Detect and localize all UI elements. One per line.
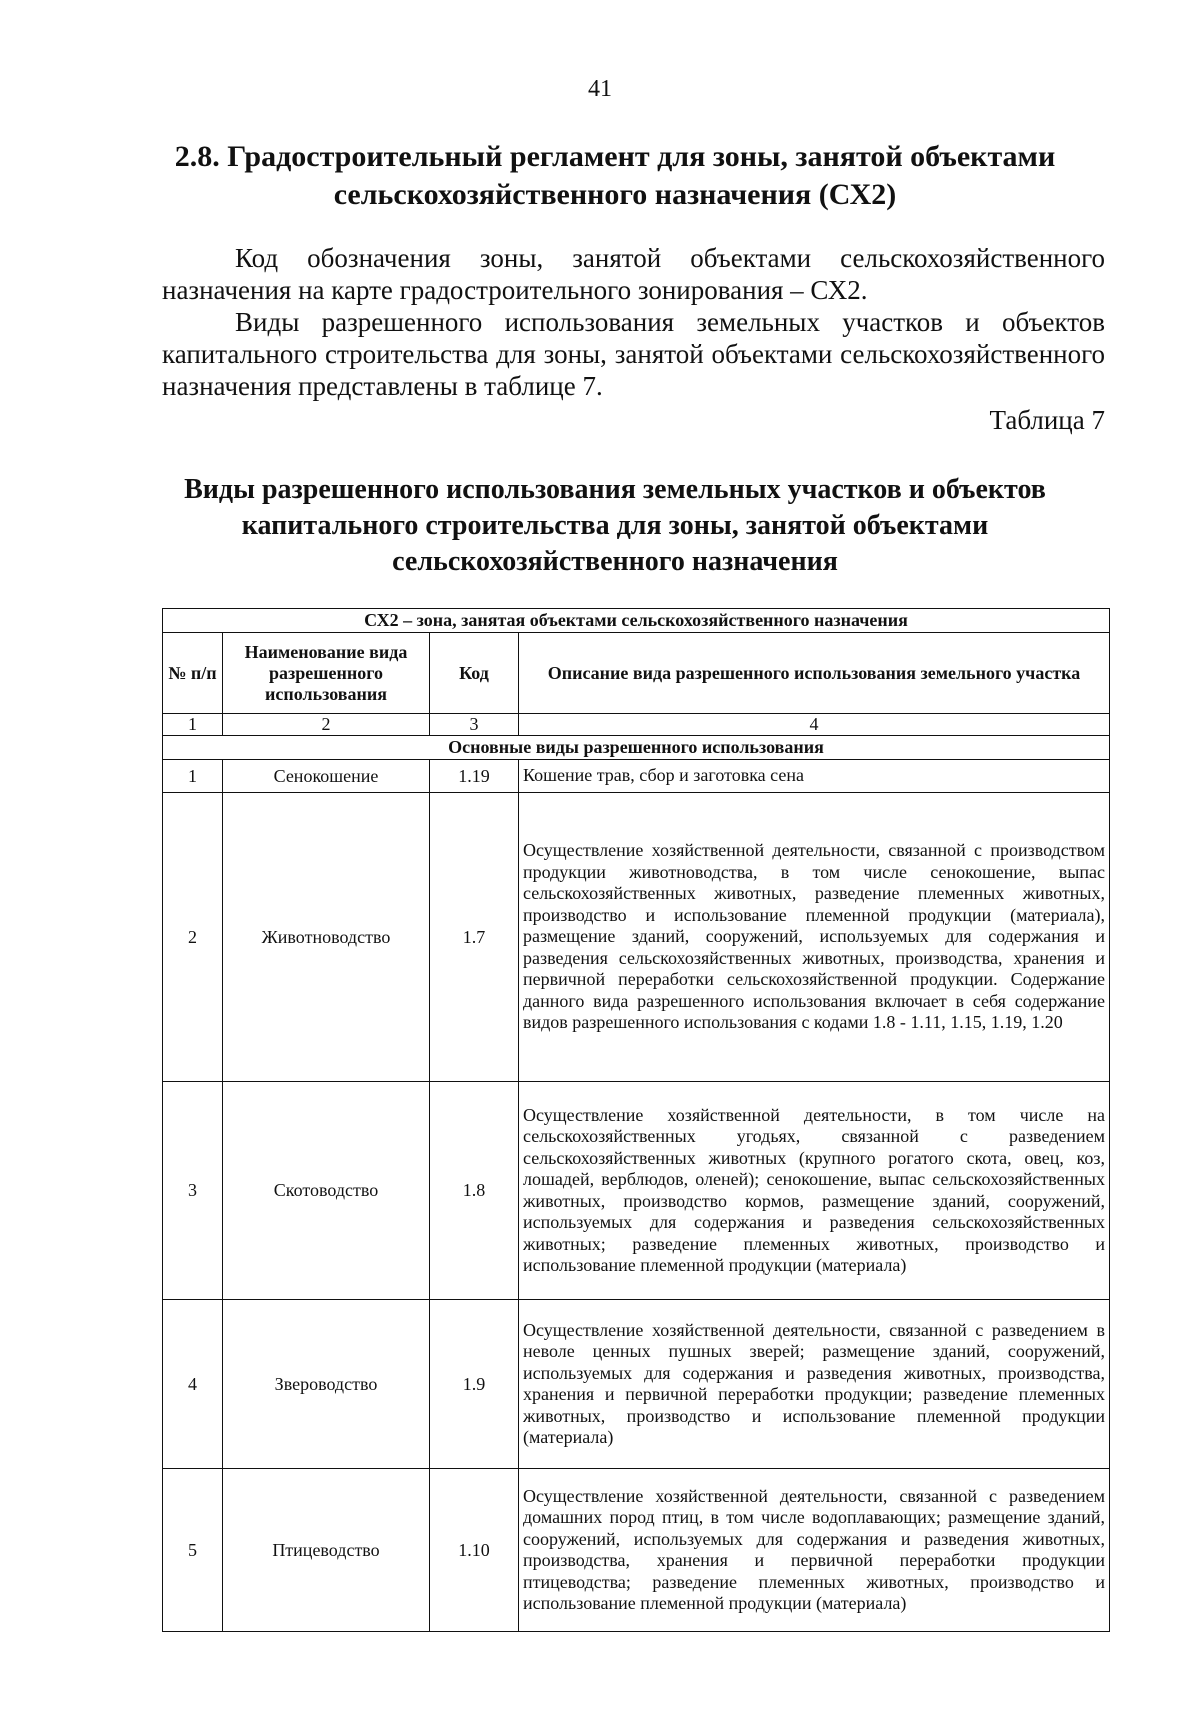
zone-header-row — [163, 609, 1110, 633]
use-code: 1.8 — [430, 1082, 519, 1300]
column-header-number: № п/п — [163, 633, 223, 714]
permitted-uses-paragraph: Виды разрешенного использования земельных участков и объектов капитального строительства для зоны, занятой объектами сельскохозяйственного назначения представлены в таблице 7. — [162, 307, 1105, 401]
zone-header: СХ2 – зона, занятая объектами сельскохозяйственного назначения — [163, 609, 1110, 633]
column-number-3: 3 — [430, 714, 519, 736]
column-number-1: 1 — [163, 714, 223, 736]
use-code: 1.7 — [430, 793, 519, 1082]
use-description: Кошение трав, сбор и заготовка сена — [519, 760, 1110, 793]
column-number-4: 4 — [519, 714, 1110, 736]
group-header: Основные виды разрешенного использования — [163, 736, 1110, 760]
use-description: Осуществление хозяйственной деятельности, в том числе на сельскохозяйственных угодьях, связанной с разведением сельскохозяйственных животных (крупного рогатого скота, овец, коз, лошадей, верблюдов, оленей); сенокошение, выпас сельскохозяйственных животных, производство кормов, размещение зданий, сооружений, используемых для содержания и разведения сельскохозяйственных животных; разведение племенных животных, производство и использование племенной продукции (материала) — [519, 1082, 1110, 1300]
use-code: 1.19 — [430, 760, 519, 793]
table-title: Виды разрешенного использования земельных участков и объектов капитального строительства для зоны, занятой объектами сельскохозяйственного назначения — [184, 474, 1046, 577]
column-number-row — [163, 714, 1110, 736]
use-description: Осуществление хозяйственной деятельности, связанной с разведением в неволе ценных пушных зверей; размещение зданий, сооружений, используемых для содержания и разведения животных, производства, хранения и первичной переработки продукции; разведение племенных животных, производство и использование племенной продукции (материала) — [519, 1300, 1110, 1469]
column-header-row — [163, 633, 1110, 714]
use-description: Осуществление хозяйственной деятельности, связанной с разведением домашних пород птиц, в том числе водоплавающих; размещение зданий, сооружений, используемых для содержания и разведения животных, производства, хранения и первичной переработки продукции птицеводства; разведение племенных животных, производство и использование племенной продукции (материала) — [519, 1469, 1110, 1632]
table-row — [163, 793, 1110, 1082]
column-header-description: Описание вида разрешенного использования земельного участка — [519, 633, 1110, 714]
row-number: 1 — [163, 760, 223, 793]
group-header-row — [163, 736, 1110, 760]
row-number: 2 — [163, 793, 223, 1082]
page-number: 41 — [588, 76, 612, 102]
use-name: Сенокошение — [223, 760, 430, 793]
row-number: 5 — [163, 1469, 223, 1632]
use-name: Животноводство — [223, 793, 430, 1082]
column-header-code: Код — [430, 633, 519, 714]
use-description: Осуществление хозяйственной деятельности, связанной с производством продукции животноводства, в том числе сенокошение, выпас сельскохозяйственных животных, разведение племенных животных, производство и использование племенной продукции (материала), размещение зданий, сооружений, используемых для содержания и разведения сельскохозяйственных животных, производства, хранения и первичной переработки сельскохозяйственной продукции. Содержание данного вида разрешенного использования включает в себя содержание видов разрешенного использования с кодами 1.8 - 1.11, 1.15, 1.19, 1.20 — [519, 793, 1110, 1082]
table-row — [163, 1469, 1110, 1632]
row-number: 3 — [163, 1082, 223, 1300]
use-name: Птицеводство — [223, 1469, 430, 1632]
table-row — [163, 1082, 1110, 1300]
table-row — [163, 1300, 1110, 1469]
use-code: 1.10 — [430, 1469, 519, 1632]
column-header-name: Наименование вида разрешенного использования — [223, 633, 430, 714]
use-code: 1.9 — [430, 1300, 519, 1469]
use-name: Звероводство — [223, 1300, 430, 1469]
column-number-2: 2 — [223, 714, 430, 736]
row-number: 4 — [163, 1300, 223, 1469]
permitted-uses-table — [162, 608, 1110, 1632]
use-name: Скотоводство — [223, 1082, 430, 1300]
table-row — [163, 760, 1110, 793]
section-title: 2.8. Градостроительный регламент для зоны, занятой объектами сельскохозяйственного назначения (СХ2) — [174, 140, 1056, 211]
zone-code-paragraph: Код обозначения зоны, занятой объектами сельскохозяйственного назначения на карте градостроительного зонирования – СХ2. — [162, 243, 1105, 305]
table-caption: Таблица 7 — [989, 405, 1105, 435]
